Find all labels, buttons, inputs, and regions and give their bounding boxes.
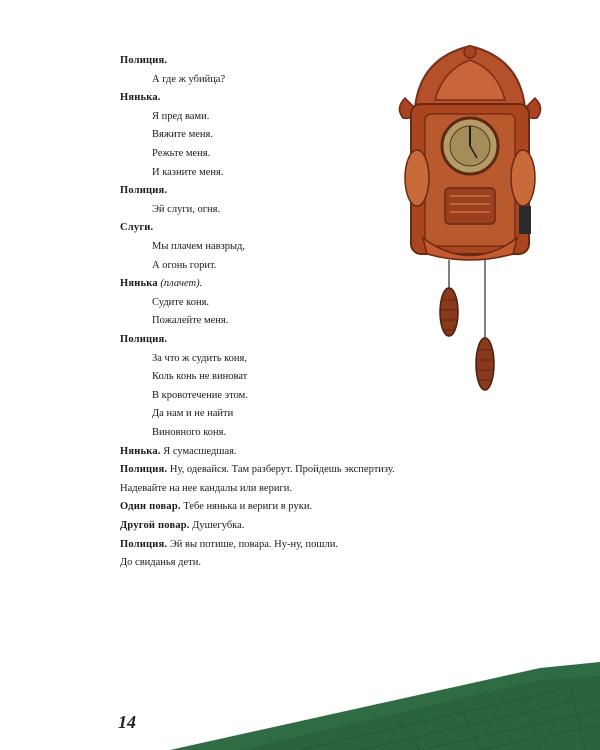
text-line	[120, 519, 244, 533]
text-line	[152, 352, 247, 366]
line-text: А где ж убийца?	[152, 73, 226, 85]
text-line	[152, 296, 209, 310]
green-hill-icon	[0, 640, 600, 750]
speaker-name: Полиция.	[120, 55, 168, 66]
page-number: 14	[118, 712, 136, 732]
text-line	[152, 128, 213, 142]
line-text: Вяжите меня.	[152, 129, 213, 141]
line-text: Пожалейте меня.	[152, 315, 229, 327]
line-text: Я сумасшедшая.	[163, 445, 237, 457]
line-text: Ну, одевайся. Там разберут. Пройдешь экспертизу.	[169, 464, 395, 476]
text-line	[120, 184, 167, 198]
line-text: Душегубка.	[192, 520, 245, 531]
text-line	[152, 166, 223, 180]
cuckoo-clock-icon	[395, 38, 545, 398]
line-text: Я пред вами.	[152, 110, 210, 122]
line-text: А огонь горит.	[152, 259, 217, 271]
speaker-name: Один повар.	[120, 501, 181, 513]
text-line	[120, 538, 338, 552]
text-line	[120, 91, 161, 105]
speaker-name: Полиция.	[120, 464, 168, 476]
line-text: Виновного коня.	[152, 427, 227, 438]
line-text: Эй вы потише, повара. Ну-ну, пошли.	[169, 538, 338, 550]
line-text: За что ж судить коня,	[152, 352, 247, 364]
speaker-name: Нянька.	[120, 445, 161, 457]
line-text: Эй слуги, огня.	[152, 203, 221, 215]
text-line	[120, 221, 153, 235]
text-line	[152, 259, 216, 273]
text-line	[120, 482, 292, 496]
text-line	[152, 240, 245, 254]
text-line	[152, 203, 220, 217]
speaker-name: Нянька.	[120, 92, 161, 104]
text-line	[120, 463, 395, 477]
text-line	[152, 314, 228, 328]
speaker-name: Другой повар.	[120, 520, 190, 531]
line-text: До свиданья дети.	[120, 557, 201, 569]
stage-direction: (плачет).	[160, 278, 203, 290]
line-text: Надевайте на нее кандалы или вериги.	[120, 482, 293, 494]
text-line	[120, 54, 167, 68]
text-line	[152, 389, 248, 403]
line-text: Тебе нянька и вериги в руки.	[183, 501, 313, 513]
text-line	[152, 407, 233, 421]
line-text: Судите коня.	[152, 296, 210, 308]
text-line	[152, 426, 226, 440]
line-text: В кровотечение этом.	[152, 389, 248, 401]
speaker-name: Полиция.	[120, 334, 168, 345]
speaker-name: Нянька	[120, 278, 158, 290]
text-line	[120, 500, 312, 514]
text-line	[120, 556, 201, 570]
text-line	[152, 147, 210, 161]
speaker-name: Полиция.	[120, 538, 168, 550]
line-text: И казните меня.	[152, 166, 224, 178]
text-line	[120, 333, 167, 347]
text-line	[120, 445, 237, 459]
text-line	[120, 277, 202, 291]
line-text: Мы плачем навзрыд,	[152, 241, 245, 252]
text-line	[152, 110, 209, 124]
line-text: Коль конь не виноват	[152, 371, 248, 383]
speaker-name: Полиция.	[120, 185, 168, 197]
speaker-name: Слуги.	[120, 222, 154, 234]
line-text: Режьте меня.	[152, 148, 211, 159]
line-text: Да нам и не найти	[152, 408, 234, 420]
text-line	[152, 370, 247, 384]
text-line	[152, 73, 225, 87]
